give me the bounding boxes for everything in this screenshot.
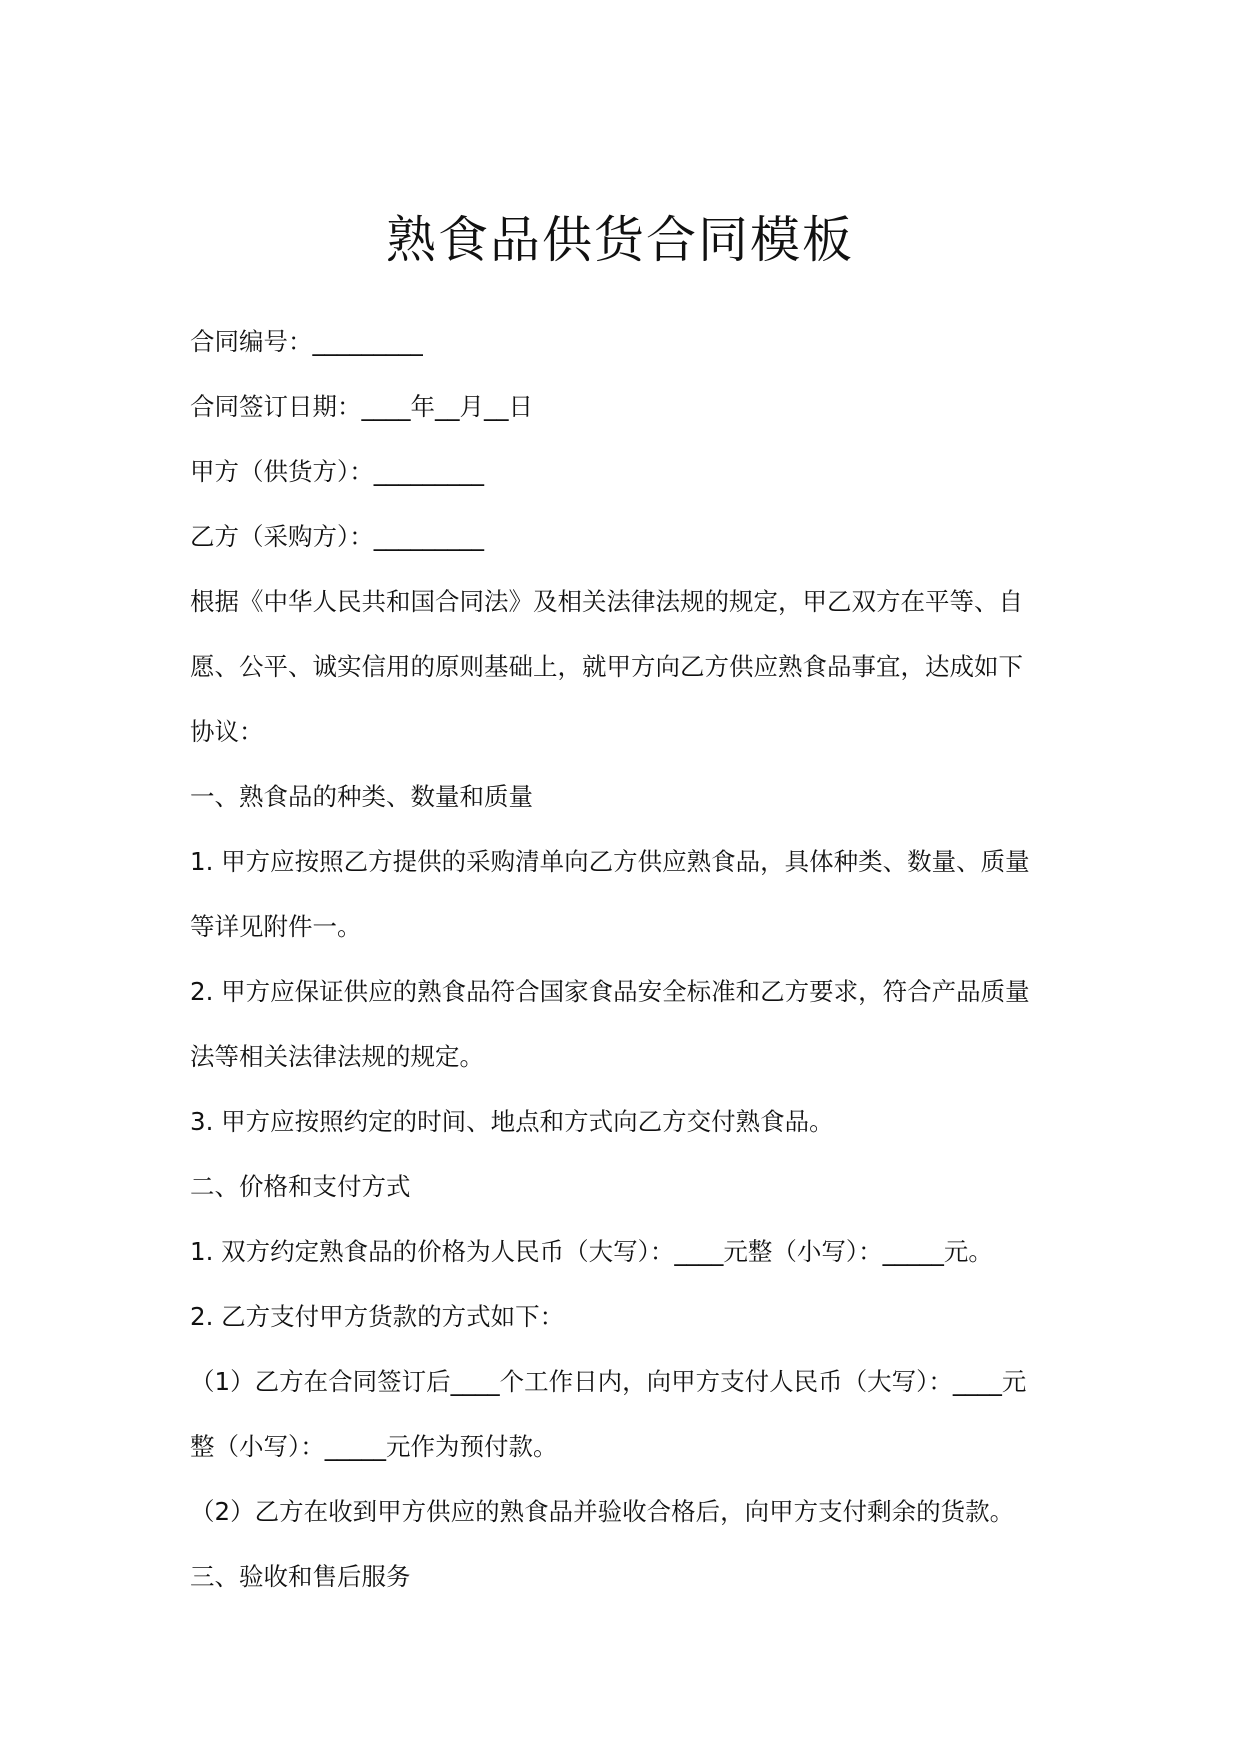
section-heading: 三、验收和售后服务 xyxy=(190,1562,411,1591)
preamble-line: 愿、公平、诚实信用的原则基础上，就甲方向乙方供应熟食品事宜，达成如下 xyxy=(190,652,1023,681)
clause-line: 2. 甲方应保证供应的熟食品符合国家食品安全标准和乙方要求，符合产品质量 xyxy=(190,977,1030,1006)
clause-line: 等详见附件一。 xyxy=(190,912,362,941)
contract-number-line: 合同编号：_________ xyxy=(190,327,423,356)
signing-date-line: 合同签订日期：____年__月__日 xyxy=(190,392,533,421)
clause-line: 法等相关法律法规的规定。 xyxy=(190,1042,484,1071)
clause-line: （2）乙方在收到甲方供应的熟食品并验收合格后，向甲方支付剩余的货款。 xyxy=(190,1497,1015,1526)
preamble-line: 协议： xyxy=(190,717,264,746)
section-heading: 一、熟食品的种类、数量和质量 xyxy=(190,782,533,811)
party-b-line: 乙方（采购方）：_________ xyxy=(190,522,484,551)
section-heading: 二、价格和支付方式 xyxy=(190,1172,411,1201)
clause-line: 3. 甲方应按照约定的时间、地点和方式向乙方交付熟食品。 xyxy=(190,1107,834,1136)
clause-line: （1）乙方在合同签订后____个工作日内，向甲方支付人民币（大写）：____元 xyxy=(190,1367,1027,1396)
clause-line: 整（小写）：_____元作为预付款。 xyxy=(190,1432,558,1461)
document-body xyxy=(190,309,1070,1609)
preamble-line: 根据《中华人民共和国合同法》及相关法律法规的规定，甲乙双方在平等、自 xyxy=(190,587,1023,616)
document-title: 熟食品供货合同模板 xyxy=(386,211,854,269)
clause-line: 1. 双方约定熟食品的价格为人民币（大写）：____元整（小写）：_____元。 xyxy=(190,1237,993,1266)
clause-line: 2. 乙方支付甲方货款的方式如下： xyxy=(190,1302,565,1331)
party-a-line: 甲方（供货方）：_________ xyxy=(190,457,484,486)
clause-line: 1. 甲方应按照乙方提供的采购清单向乙方供应熟食品，具体种类、数量、质量 xyxy=(190,847,1030,876)
